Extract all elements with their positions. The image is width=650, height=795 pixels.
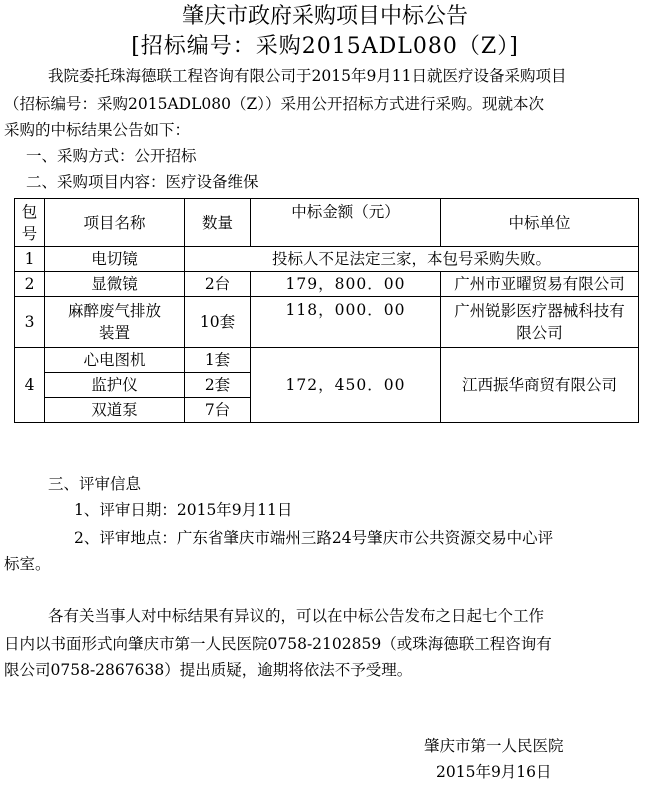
review-place-line-1: 2、评审地点：广东省肇庆市端州三路24号肇庆市公共资源交易中心评: [74, 529, 554, 547]
header-package-char-2: 号: [21, 224, 38, 243]
cell-qty: 1套: [185, 348, 251, 373]
cell-winner: 广州市亚曜贸易有限公司: [441, 272, 639, 297]
award-table: [14, 198, 639, 423]
cell-amount: 172，450．00: [251, 348, 441, 423]
review-date: 1、评审日期：2015年9月11日: [74, 501, 293, 519]
cell-winner: [441, 297, 639, 348]
cell-item: 双道泵: [45, 398, 185, 423]
header-package-char-1: 包: [21, 202, 38, 221]
section-review-info: 三、评审信息: [48, 475, 142, 493]
cell-package: 4: [15, 348, 45, 423]
intro-line-2: （招标编号：采购2015ADL080（Z））采用公开招标方式进行采购。现就本次: [4, 95, 544, 113]
review-place-line-2: 标室。: [4, 555, 51, 573]
notice-title: 肇庆市政府采购项目中标公告: [181, 4, 468, 29]
cell-item: [45, 297, 185, 348]
cell-item: 电切镜: [45, 247, 185, 272]
header-package: [15, 199, 45, 247]
header-amount: 中标金额（元）: [251, 199, 441, 247]
cell-winner-line-2: 限公司: [516, 324, 563, 342]
signature-date: 2015年9月16日: [436, 763, 552, 781]
table-row: [15, 272, 639, 297]
objection-line-2: 日内以书面形式向肇庆市第一人民医院0758-2102859（或珠海德联工程咨询有: [4, 635, 552, 653]
header-item: 项目名称: [45, 199, 185, 247]
cell-item-line-2: 装置: [98, 324, 130, 342]
table-header-row: [15, 199, 639, 247]
intro-line-1: 我院委托珠海德联工程咨询有限公司于2015年9月11日就医疗设备采购项目: [48, 67, 567, 85]
cell-winner-line-1: 广州锐影医疗器械科技有: [454, 302, 625, 320]
table-row: [15, 297, 639, 348]
cell-item: 监护仪: [45, 373, 185, 398]
cell-package: 3: [15, 297, 45, 348]
objection-line-1: 各有关当事人对中标结果有异议的，可以在中标公告发布之日起七个工作: [48, 607, 545, 625]
cell-winner: 江西振华商贸有限公司: [441, 348, 639, 423]
table-row: [15, 247, 639, 272]
cell-failure-note: 投标人不足法定三家，本包号采购失败。: [185, 247, 639, 272]
cell-amount: 118，000．00: [251, 297, 441, 348]
header-qty: 数量: [185, 199, 251, 247]
cell-qty: 7台: [185, 398, 251, 423]
cell-package: 2: [15, 272, 45, 297]
section-procurement-method: 一、采购方式：公开招标: [26, 147, 197, 165]
table-row: [15, 348, 639, 373]
intro-line-3: 采购的中标结果公告如下：: [4, 121, 191, 139]
signature-org: 肇庆市第一人民医院: [424, 737, 564, 755]
cell-package: 1: [15, 247, 45, 272]
tender-number-title: [招标编号：采购2015ADL080（Z）]: [131, 34, 519, 59]
cell-item: 心电图机: [45, 348, 185, 373]
cell-item-line-1: 麻醉废气排放: [67, 302, 161, 320]
header-winner: 中标单位: [441, 199, 639, 247]
cell-qty: 2套: [185, 373, 251, 398]
section-procurement-content: 二、采购项目内容：医疗设备维保: [26, 173, 259, 191]
cell-qty: 2台: [185, 272, 251, 297]
objection-line-3: 限公司0758-2867638）提出质疑，逾期将依法不予受理。: [4, 661, 413, 679]
cell-amount: 179，800．00: [251, 272, 441, 297]
cell-qty: 10套: [185, 297, 251, 348]
cell-item: 显微镜: [45, 272, 185, 297]
